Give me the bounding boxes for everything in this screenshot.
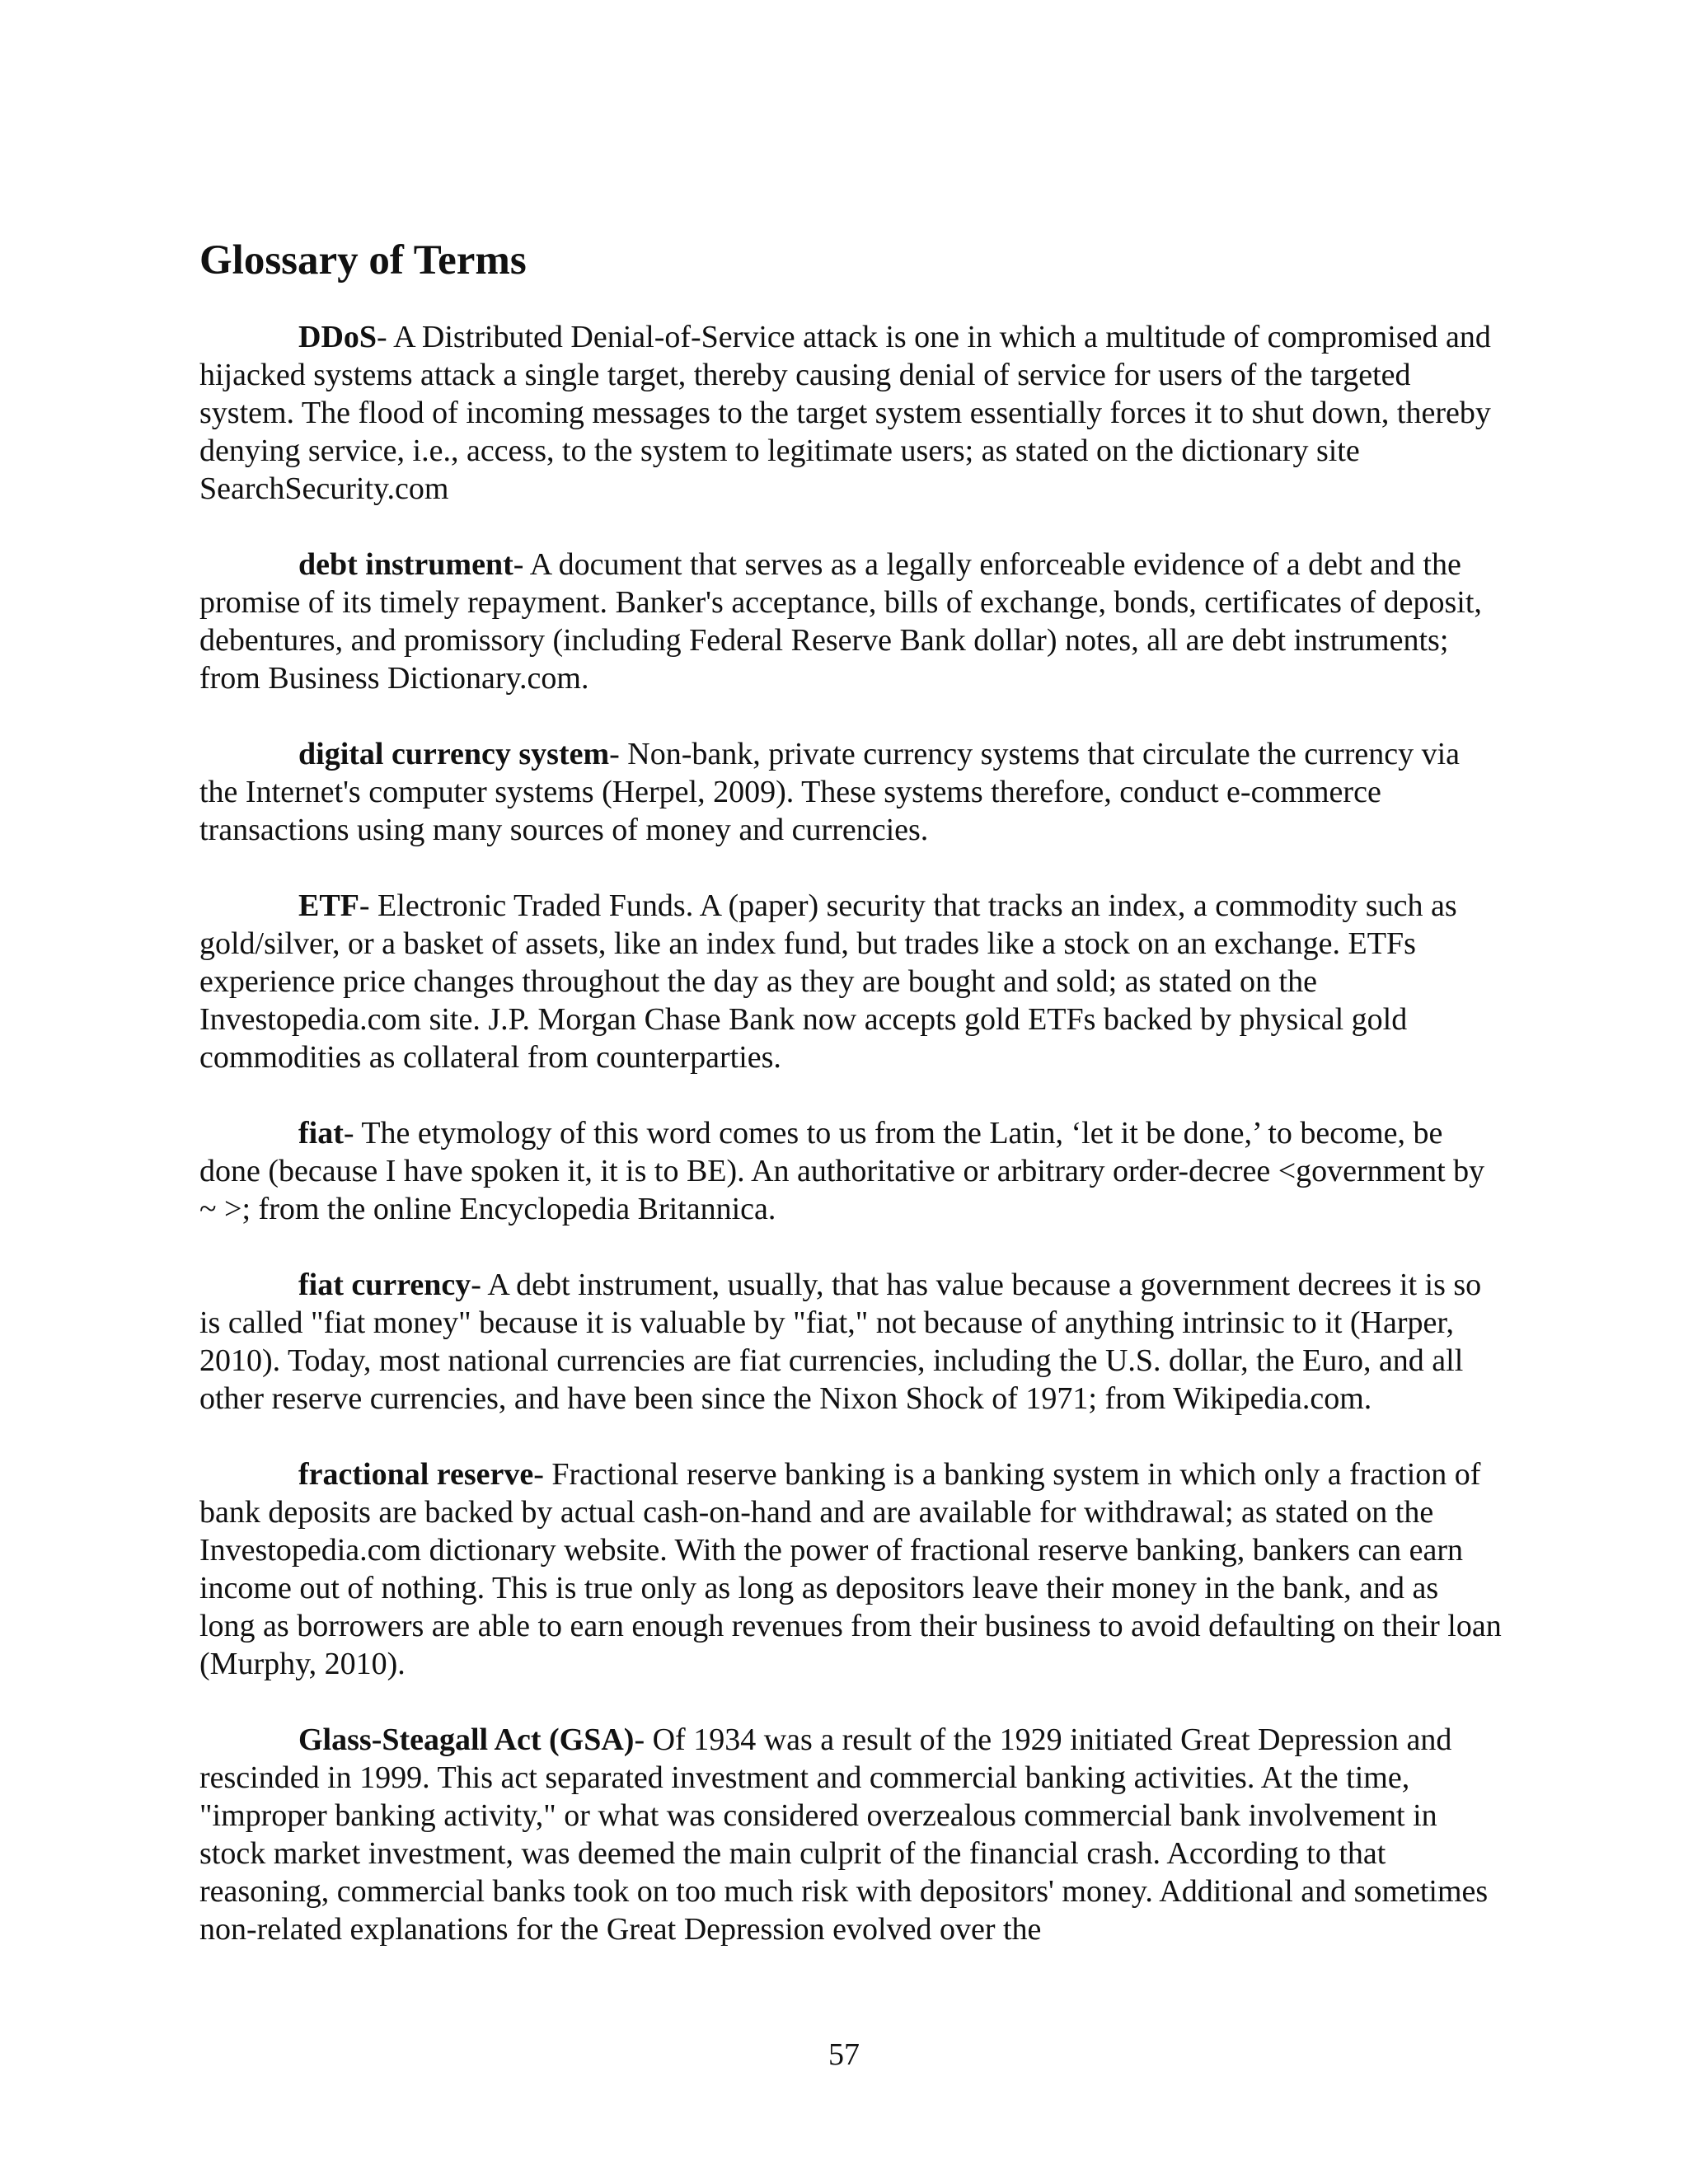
glossary-entry-fractional-reserve — [199, 1455, 1502, 1683]
glossary-entry-glass-steagall-act — [199, 1721, 1502, 1948]
glossary-entry-debt-instrument — [199, 546, 1502, 697]
glossary-term: fractional reserve — [298, 1457, 534, 1492]
glossary-definition: - Non-bank, private currency systems that circulate the currency via the Internet's computer systems (Herpel, 2009). These systems therefore, conduct e-commerce transactions using many sources of money and currencies. — [199, 737, 1461, 847]
glossary-term: Glass-Steagall Act (GSA) — [298, 1722, 635, 1757]
glossary-entry-fiat-currency — [199, 1266, 1502, 1418]
glossary-definition: - The etymology of this word comes to us from the Latin, ‘let it be done,’ to become, be done (because I have spoken it, it is to BE). An authoritative or arbitrary order-decree <government by ~ >; from the online Encyclopedia Britannica. — [199, 1116, 1485, 1226]
glossary-term: digital currency system — [298, 737, 610, 771]
glossary-term: debt instrument — [298, 547, 513, 582]
glossary-definition: - Of 1934 was a result of the 1929 initiated Great Depression and rescinded in 1999. This act separated investment and commercial banking activities. At the time, "improper banking activity," or what was considered overzealous commercial bank involvement in stock market investment, was deemed the main culprit of the financial crash. According to that reasoning, commercial banks took on too much risk with depositors' money. Additional and sometimes non-related explanations for the Great Depression evolved over the — [199, 1722, 1489, 1947]
glossary-entry-fiat — [199, 1114, 1502, 1228]
glossary-entry-digital-currency-system — [199, 735, 1502, 849]
glossary-definition: - A document that serves as a legally enforceable evidence of a debt and the promise of its timely repayment. Banker's acceptance, bills of exchange, bonds, certificates of deposit, debentures, and promissory (including Federal Reserve Bank dollar) notes, all are debt instruments; from Business Dictionary.com. — [199, 547, 1482, 696]
glossary-definition: - A Distributed Denial-of-Service attack is one in which a multitude of compromised and hijacked systems attack a single target, thereby causing denial of service for users of the targeted system. The flood of incoming messages to the target system essentially forces it to shut down, thereby denying service, i.e., access, to the system to legitimate users; as stated on the dictionary site SearchSecurity.com — [199, 320, 1491, 506]
glossary-entry-ddos — [199, 318, 1502, 508]
glossary-term: fiat currency — [298, 1268, 471, 1302]
glossary-term: fiat — [298, 1116, 344, 1151]
page-title: Glossary of Terms — [199, 237, 527, 284]
glossary-definition: - Electronic Traded Funds. A (paper) security that tracks an index, a commodity such as gold/silver, or a basket of assets, like an index fund, but trades like a stock on an exchange. ETFs experience price changes throughout the day as they are bought and sold; as stated on the Investopedia.com site. J.P. Morgan Chase Bank now accepts gold ETFs backed by physical gold commodities as collateral from counterparties. — [199, 888, 1457, 1075]
glossary-term: ETF — [298, 888, 359, 923]
glossary-definition: - A debt instrument, usually, that has value because a government decrees it is so is called "fiat money" because it is valuable by "fiat," not because of anything intrinsic to it (Harper, 2010). Today, most national currencies are fiat currencies, including the U.S. dollar, the Euro, and all other reserve currencies, and have been since the Nixon Shock of 1971; from Wikipedia.com. — [199, 1268, 1482, 1416]
glossary-list — [199, 318, 1502, 1986]
glossary-entry-etf — [199, 887, 1502, 1076]
glossary-term: DDoS — [298, 320, 377, 354]
page-number: 57 — [828, 2037, 860, 2072]
glossary-definition: - Fractional reserve banking is a banking system in which only a fraction of bank deposits are backed by actual cash-on-hand and are available for withdrawal; as stated on the Investopedia.com dictionary website. With the power of fractional reserve banking, bankers can earn income out of nothing. This is true only as long as depositors leave their money in the bank, and as long as borrowers are able to earn enough revenues from their business to avoid defaulting on their loan (Murphy, 2010). — [199, 1457, 1502, 1681]
